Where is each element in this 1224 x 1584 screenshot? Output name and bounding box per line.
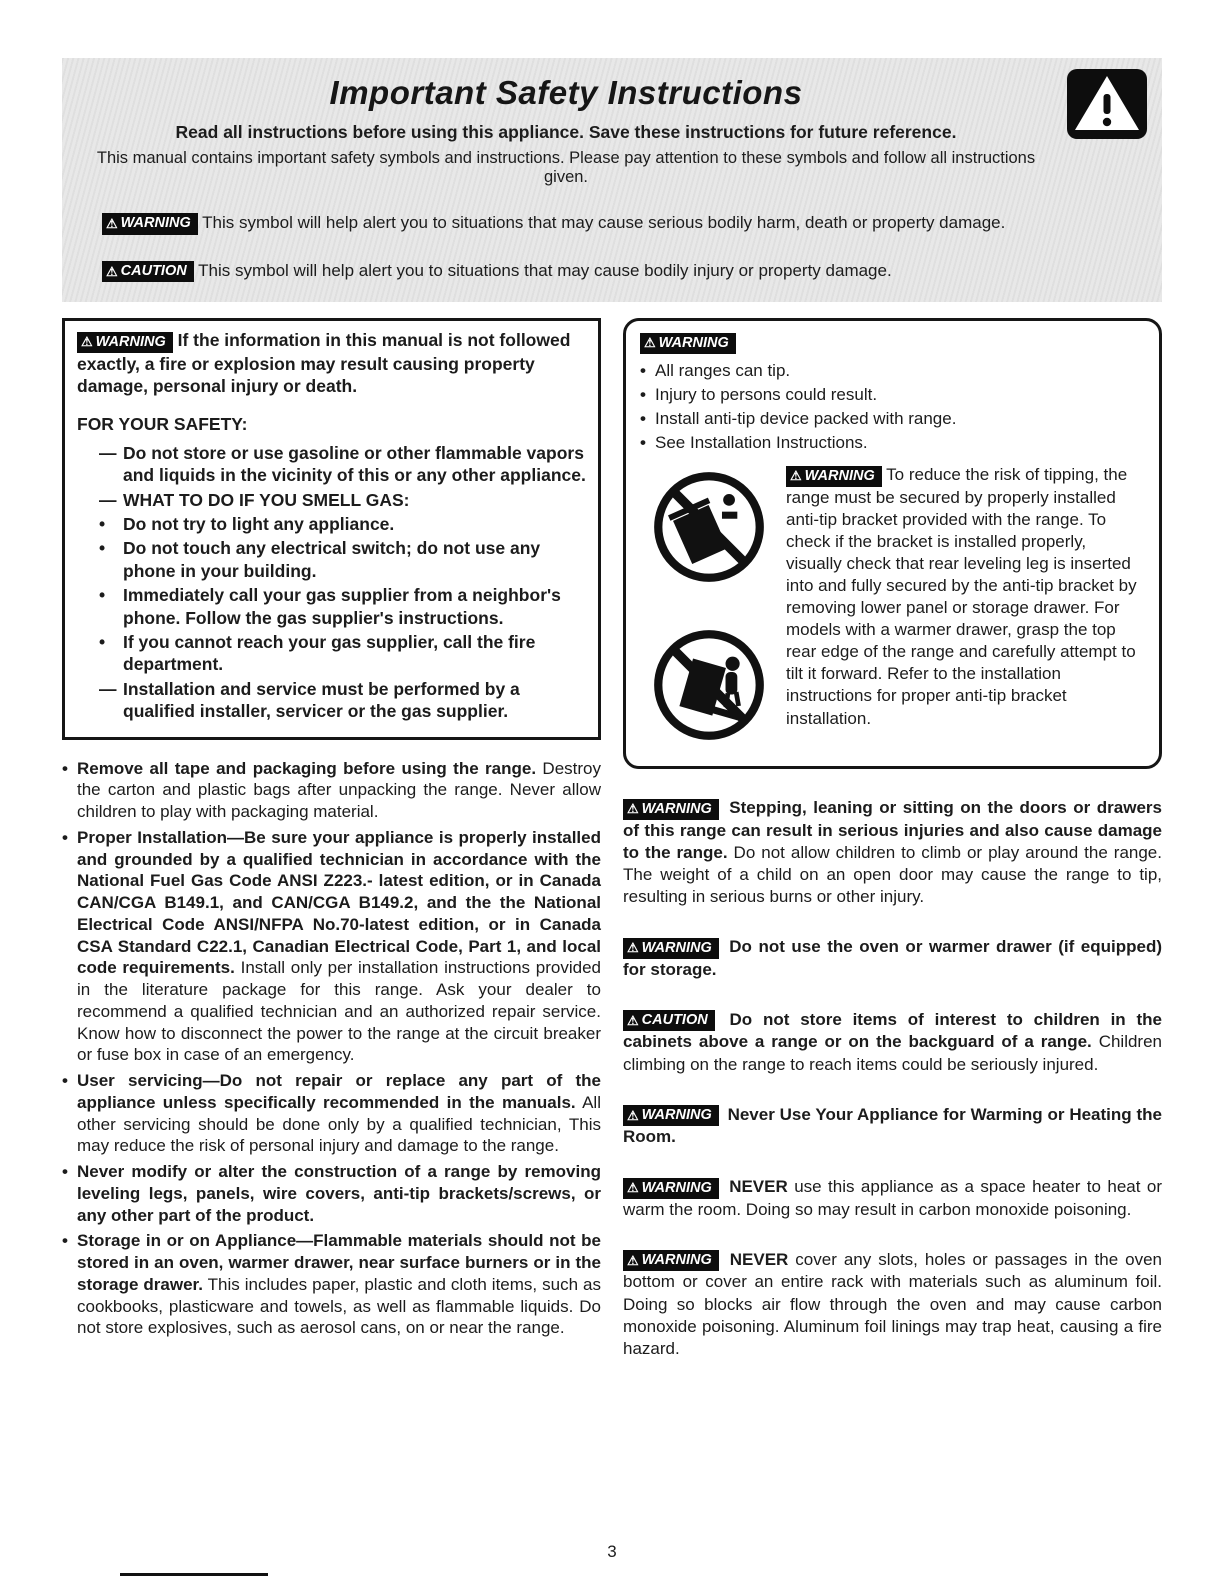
warning-triangle-icon: ⚠ bbox=[627, 801, 639, 817]
warning-paragraph bbox=[623, 1176, 1162, 1221]
warning-badge-label: WARNING bbox=[120, 215, 191, 232]
item-text: Do not try to light any appliance. bbox=[123, 514, 395, 535]
warning-badge bbox=[623, 1105, 719, 1126]
warning-triangle-icon: ⚠ bbox=[627, 1107, 639, 1123]
gas-instruction-item bbox=[99, 584, 586, 629]
warning-triangle-icon: ⚠ bbox=[81, 334, 93, 350]
warning-lead: Do not use the oven or warmer drawer (if equipped) for storage. bbox=[623, 937, 1162, 979]
bullet-body: All other servicing should be done only by a qualified technician, This may reduce the risk of personal injury and damage to the range. bbox=[77, 1092, 601, 1156]
warning-body: use this appliance as a space heater to heat or warm the room. Doing so may result in carbon monoxide poisoning. bbox=[623, 1177, 1163, 1219]
bullet-marker: • bbox=[62, 827, 68, 847]
bullet-marker: • bbox=[640, 384, 646, 404]
item-marker: — bbox=[99, 678, 117, 699]
caution-paragraph bbox=[623, 1009, 1162, 1076]
item-marker: • bbox=[99, 538, 106, 559]
warning-badge-label: WARNING bbox=[641, 1179, 712, 1196]
header-top bbox=[76, 68, 1148, 187]
caution-body: Children climbing on the range to reach items could be seriously injured. bbox=[623, 1032, 1162, 1074]
warning-badge bbox=[623, 938, 719, 959]
tip-bullet-text: See Installation Instructions. bbox=[655, 432, 868, 452]
warning-badge-label: WARNING bbox=[641, 1107, 712, 1124]
left-column bbox=[62, 318, 601, 1360]
warning-paragraph bbox=[623, 1249, 1162, 1360]
warning-symbol-line bbox=[102, 213, 1148, 235]
safety-bullet bbox=[62, 1070, 601, 1157]
bullet-marker: • bbox=[62, 1071, 68, 1091]
tip-bullet-text: Install anti-tip device packed with range. bbox=[655, 408, 957, 428]
warning-triangle-icon: ⚠ bbox=[644, 335, 656, 351]
bullet-lead: Storage in or on Appliance—Flammable materials should not be stored in an oven, warmer drawer, near surface burners or in the storage drawer. bbox=[77, 1231, 601, 1294]
bullet-text bbox=[77, 1070, 601, 1157]
warning-badge-label: WARNING bbox=[641, 939, 712, 956]
warning-lead: NEVER bbox=[729, 1177, 788, 1197]
safety-bullet bbox=[62, 827, 601, 1066]
item-text: Installation and service must be performed by a qualified installer, servicer or the gas supplier. bbox=[123, 678, 520, 722]
warning-badge bbox=[623, 799, 719, 820]
caution-badge bbox=[102, 261, 194, 282]
safety-bullet-list bbox=[62, 758, 601, 1340]
bullet-marker: • bbox=[62, 758, 68, 778]
caution-symbol-line bbox=[102, 261, 1148, 283]
warning-badge bbox=[786, 466, 882, 487]
warning-badge bbox=[77, 332, 173, 353]
caution-symbol-desc: This symbol will help alert you to situations that may cause bodily injury or property damage. bbox=[198, 260, 892, 280]
item-text: Do not touch any electrical switch; do not use any phone in your building. bbox=[123, 538, 541, 581]
tip-body bbox=[786, 464, 1145, 750]
gas-warning-box bbox=[62, 318, 601, 739]
bullet-body: This includes paper, plastic and cloth items, such as cookbooks, plasticware and towels, as well as flammable liquids. Do not store explosives, such as aerosol cans, on or near the range. bbox=[77, 1274, 601, 1338]
warning-badge bbox=[623, 1250, 719, 1271]
warning-badge-label: WARNING bbox=[95, 333, 166, 350]
right-column bbox=[623, 318, 1162, 1360]
warning-paragraph bbox=[623, 1104, 1162, 1149]
safety-alert-icon bbox=[1066, 68, 1148, 145]
caution-badge-label: CAUTION bbox=[641, 1012, 708, 1029]
item-marker: — bbox=[99, 489, 117, 510]
gas-instruction-item bbox=[99, 442, 586, 487]
item-text: Do not store or use gasoline or other flammable vapors and liquids in the vicinity of this or any other appliance. bbox=[123, 442, 586, 486]
gas-warning-intro-text: If the information in this manual is not followed exactly, a fire or explosion may result causing property damage, personal injury or death. bbox=[77, 330, 571, 397]
item-marker: • bbox=[99, 631, 106, 652]
item-marker: — bbox=[99, 442, 117, 463]
item-marker: • bbox=[99, 585, 106, 606]
item-text: If you cannot reach your gas supplier, call the fire department. bbox=[123, 631, 536, 675]
gas-instruction-item bbox=[99, 489, 586, 511]
safety-bullet bbox=[62, 758, 601, 823]
tip-box-badge-line bbox=[640, 331, 1145, 354]
tip-bullet-list bbox=[640, 360, 1145, 454]
header-subtitle: Read all instructions before using this appliance. Save these instructions for future reference. bbox=[175, 122, 957, 142]
tip-icon-column bbox=[640, 464, 778, 750]
warning-triangle-icon: ⚠ bbox=[627, 1012, 639, 1028]
bullet-text bbox=[77, 758, 601, 823]
warning-badge bbox=[623, 1178, 719, 1199]
gas-warning-intro bbox=[77, 329, 586, 397]
item-text: WHAT TO DO IF YOU SMELL GAS: bbox=[123, 489, 410, 510]
warning-lead: Stepping, leaning or sitting on the doors or drawers of this range can result in serious injuries and also cause damage to the range. bbox=[623, 798, 1162, 862]
bullet-lead: Remove all tape and packaging before using the range. bbox=[77, 758, 537, 778]
warning-paragraph bbox=[623, 797, 1162, 908]
caution-badge bbox=[623, 1010, 715, 1031]
tip-bullet-text: Injury to persons could result. bbox=[655, 384, 878, 404]
gas-instruction-item bbox=[99, 631, 586, 676]
warning-body: cover any slots, holes or passages in the oven bottom or cover an entire rack with materials such as aluminum foil. Doing so blocks air flow through the oven and may cause carbon monoxide poisoning. Aluminum foil linings may trap heat, causing a fire hazard. bbox=[623, 1249, 1162, 1358]
bullet-marker: • bbox=[62, 1231, 68, 1251]
header bbox=[62, 58, 1162, 302]
bullet-text bbox=[77, 1230, 601, 1339]
warning-badge-label: WARNING bbox=[804, 467, 875, 484]
caution-lead: Do not store items of interest to children in the cabinets above a range or on the backguard of a range. bbox=[623, 1009, 1162, 1052]
gas-instruction-item bbox=[99, 537, 586, 582]
warning-body: Do not allow children to climb or play around the range. The weight of a child on an open door may cause the range to tip, resulting in serious burns or other injury. bbox=[623, 842, 1162, 907]
bullet-lead: Never modify or alter the construction of a range by removing leveling legs, panels, wire covers, anti-tip brackets/screws, or any other part of the product. bbox=[77, 1162, 601, 1225]
anti-tip-warning-box bbox=[623, 318, 1162, 769]
for-your-safety-heading: FOR YOUR SAFETY: bbox=[77, 414, 248, 435]
bullet-marker: • bbox=[640, 432, 646, 452]
range-tip-icon bbox=[650, 468, 768, 592]
bullet-lead: User servicing—Do not repair or replace any part of the appliance unless specifically recommended in the manuals. bbox=[77, 1071, 601, 1112]
footer-mark bbox=[120, 1573, 268, 1576]
item-marker: • bbox=[99, 514, 106, 535]
warning-triangle-icon: ⚠ bbox=[106, 263, 118, 279]
tip-bullet-text: All ranges can tip. bbox=[655, 360, 791, 380]
page-number: 3 bbox=[607, 1542, 617, 1561]
bullet-lead: Proper Installation—Be sure your appliance is properly installed and grounded by a qualified technician in accordance with the National Fuel Gas Code ANSI Z223.- latest edition, or in Canada CAN/CGA B149.1, and CAN/CGA B149.2, and the the National Electrical Code ANSI/NFPA No.70-latest edition, or in Canada CSA Standard C22.1, Canadian Electrical Code, Part 1, and local code requirements. bbox=[77, 827, 601, 978]
tip-bullet bbox=[640, 384, 1145, 406]
gas-instruction-item bbox=[99, 513, 586, 535]
warning-triangle-icon: ⚠ bbox=[790, 468, 802, 484]
warning-badge bbox=[640, 333, 736, 354]
warning-badge-label: WARNING bbox=[658, 334, 729, 351]
caution-badge-label: CAUTION bbox=[120, 263, 187, 279]
item-text: Immediately call your gas supplier from a neighbor's phone. Follow the gas supplier's instructions. bbox=[123, 585, 561, 628]
gas-instructions-list bbox=[99, 442, 586, 723]
child-on-door-tip-icon bbox=[650, 626, 768, 750]
warning-badge bbox=[102, 213, 198, 234]
warning-paragraph bbox=[623, 936, 1162, 981]
safety-bullet bbox=[62, 1161, 601, 1226]
gas-instruction-item bbox=[99, 678, 586, 723]
tip-bullet bbox=[640, 432, 1145, 454]
tip-bullet bbox=[640, 360, 1145, 382]
warning-badge-label: WARNING bbox=[641, 800, 712, 817]
bullet-body: Destroy the carton and plastic bags after unpacking the range. Never allow children to play with packaging material. bbox=[77, 758, 601, 822]
safety-bullet bbox=[62, 1230, 601, 1339]
header-intro: This manual contains important safety symbols and instructions. Please pay attention to these symbols and follow all instructions given. bbox=[96, 149, 1036, 186]
tip-content-row bbox=[640, 464, 1145, 750]
tip-body-text: To reduce the risk of tipping, the range must be secured by properly installed anti-tip bracket provided with the range. To check if the bracket is installed properly, visually check that rear leveling leg is inserted into and fully secured by the anti-tip bracket by removing lower panel or storage drawer. For models with a warmer drawer, grasp the top rear edge of the range and carefully attempt to tilt it forward. Refer to the installation instructions for proper anti-tip bracket installation. bbox=[786, 465, 1137, 728]
warning-triangle-icon: ⚠ bbox=[627, 1180, 639, 1196]
warning-lead: Never Use Your Appliance for Warming or Heating the Room. bbox=[623, 1104, 1162, 1147]
warning-symbol-desc: This symbol will help alert you to situations that may cause serious bodily harm, death or property damage. bbox=[202, 213, 1006, 232]
warning-triangle-icon: ⚠ bbox=[106, 216, 118, 231]
header-titles bbox=[76, 68, 1056, 187]
bullet-text bbox=[77, 827, 601, 1066]
bullet-marker: • bbox=[640, 408, 646, 428]
warning-triangle-icon: ⚠ bbox=[627, 940, 639, 956]
page-title: Important Safety Instructions bbox=[329, 74, 803, 111]
content-columns bbox=[62, 318, 1162, 1360]
bullet-text bbox=[77, 1161, 601, 1226]
warning-badge-label: WARNING bbox=[641, 1252, 712, 1269]
tip-bullet bbox=[640, 408, 1145, 430]
warning-triangle-icon: ⚠ bbox=[627, 1252, 639, 1268]
bullet-marker: • bbox=[640, 360, 646, 380]
bullet-body: Install only per installation instructions provided in the literature package for this range. Ask your dealer to recommend a qualified technician and an authorized repair service. Know how to disconnect the power to the range at the circuit breaker or fuse box in case of an emergency. bbox=[77, 958, 601, 1065]
warning-lead: NEVER bbox=[729, 1249, 789, 1269]
bullet-marker: • bbox=[62, 1162, 68, 1182]
